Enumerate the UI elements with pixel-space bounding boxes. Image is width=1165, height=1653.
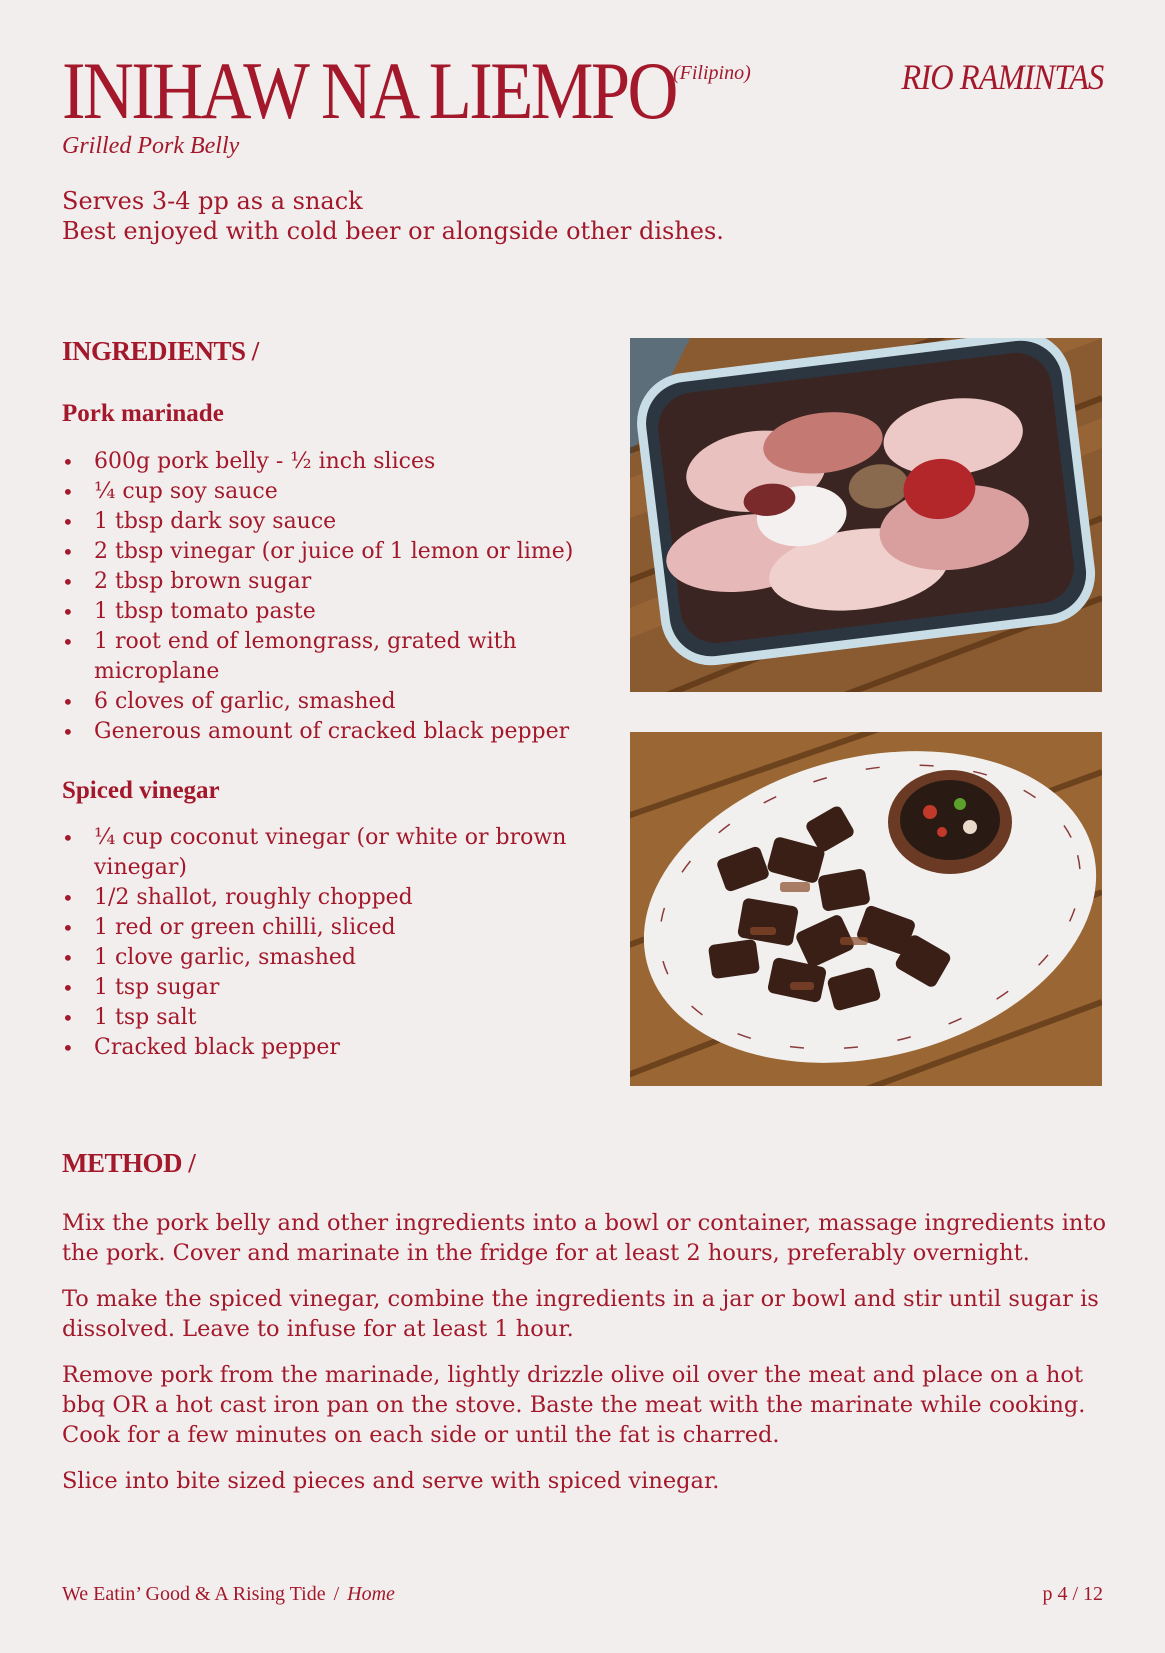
method-heading: METHOD /: [62, 1148, 196, 1178]
marinade-list: [62, 447, 602, 747]
list-item: • ¼ cup soy sauce: [62, 477, 602, 507]
ingredients-heading: INGREDIENTS /: [62, 336, 259, 366]
marinade-photo: [630, 338, 1102, 692]
list-item: • 1 tbsp tomato paste: [62, 597, 602, 627]
author-name: RIO RAMINTAS: [901, 57, 1103, 97]
list-item: • 1 clove garlic, smashed: [62, 943, 602, 973]
grilled-pork-photo-image: [630, 732, 1102, 1086]
list-item: • Cracked black pepper: [62, 1033, 602, 1063]
list-item: • 1 tsp sugar: [62, 973, 602, 1003]
list-item: • 600g pork belly - ½ inch slices: [62, 447, 602, 477]
method-text: [62, 1208, 1107, 1512]
recipe-title: INIHAW NA LIEMPO: [62, 45, 676, 136]
list-item: • ¼ cup coconut vinegar (or white or brown vinegar): [62, 823, 574, 883]
list-item: • 1 red or green chilli, sliced: [62, 913, 602, 943]
footer-separator: /: [333, 1583, 340, 1605]
spiced-vinegar-list: [62, 823, 602, 1063]
method-step: Remove pork from the marinade, lightly drizzle olive oil over the meat and place on a hot bbq OR a hot cast iron pan on the stove. Baste the meat with the marinate while cooking. Cook for a few minutes on each side or until the fat is charred.: [62, 1362, 1086, 1448]
footer-book-title: We Eatin’ Good & A Rising Tide: [62, 1583, 326, 1605]
list-item: • 2 tbsp brown sugar: [62, 567, 602, 597]
serving-note: Best enjoyed with cold beer or alongside other dishes.: [62, 217, 724, 245]
list-item: • 1 tsp salt: [62, 1003, 602, 1033]
footer-section: Home: [347, 1583, 395, 1605]
method-step: To make the spiced vinegar, combine the ingredients in a jar or bowl and stir until sugar is dissolved. Leave to infuse for at least 1 hour.: [62, 1286, 1099, 1342]
grilled-pork-photo: [630, 732, 1102, 1086]
list-item: • 2 tbsp vinegar (or juice of 1 lemon or lime): [62, 537, 602, 567]
footer-breadcrumb: [62, 1583, 395, 1606]
method-step: Mix the pork belly and other ingredients into a bowl or container, massage ingredients into the pork. Cover and marinate in the fridge for at least 2 hours, preferably overnight.: [62, 1210, 1107, 1266]
page-number: p 4 / 12: [1042, 1583, 1103, 1605]
intro-text: [62, 186, 724, 246]
list-item: • 6 cloves of garlic, smashed: [62, 687, 602, 717]
spiced-vinegar-heading: Spiced vinegar: [62, 777, 220, 804]
list-item: • Generous amount of cracked black pepper: [62, 717, 602, 747]
serves-line: Serves 3-4 pp as a snack: [62, 187, 363, 215]
marinade-heading: Pork marinade: [62, 400, 224, 427]
list-item: • 1 root end of lemongrass, grated with microplane: [62, 627, 534, 687]
recipe-subtitle: Grilled Pork Belly: [62, 133, 240, 159]
list-item: • 1/2 shallot, roughly chopped: [62, 883, 602, 913]
recipe-origin: (Filipino): [673, 62, 751, 84]
marinade-photo-image: [630, 338, 1102, 692]
method-step: Slice into bite sized pieces and serve with spiced vinegar.: [62, 1468, 720, 1494]
list-item: • 1 tbsp dark soy sauce: [62, 507, 602, 537]
